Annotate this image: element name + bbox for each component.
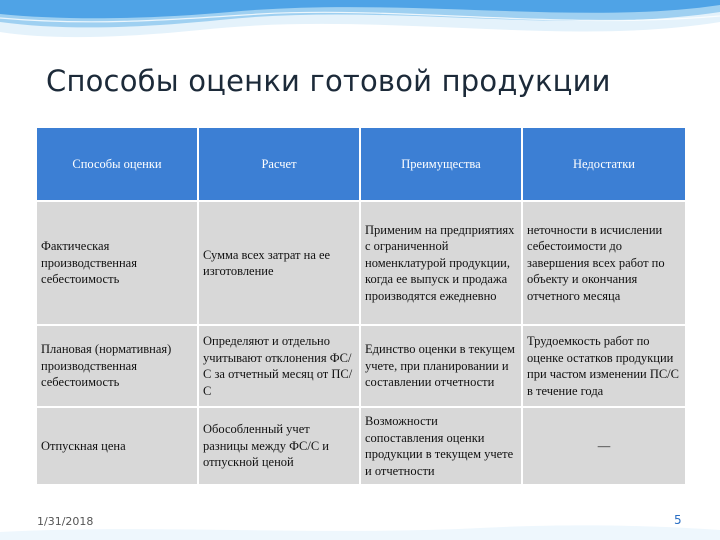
table-row	[37, 326, 685, 406]
cell-advantages: Возможности сопоставления оценки продукции в текущем учете и отчетности	[361, 408, 521, 484]
valuation-methods-table	[35, 126, 687, 486]
table-header-row	[37, 128, 685, 200]
cell-method: Фактическая производственная себестоимость	[37, 202, 197, 324]
cell-disadvantages: Трудоемкость работ по оценке остатков продукции при частом изменении ПС/С в течение года	[523, 326, 685, 406]
slide-date: 1/31/2018	[37, 515, 94, 528]
header-advantages: Преимущества	[361, 128, 521, 200]
cell-advantages: Единство оценки в текущем учете, при планировании и составлении отчетности	[361, 326, 521, 406]
header-calculation: Расчет	[199, 128, 359, 200]
cell-disadvantages: —	[523, 408, 685, 484]
cell-advantages: Применим на предприятиях с ограниченной номенклатурой продукции, когда ее выпуск и продажа производятся ежедневно	[361, 202, 521, 324]
header-methods: Способы оценки	[37, 128, 197, 200]
decorative-bottom-wave	[0, 510, 720, 540]
cell-method: Плановая (нормативная) производственная себестоимость	[37, 326, 197, 406]
cell-method: Отпускная цена	[37, 408, 197, 484]
header-disadvantages: Недостатки	[523, 128, 685, 200]
cell-disadvantages: неточности в исчислении себестоимости до завершения всех работ по объекту и окончания отчетного месяца	[523, 202, 685, 324]
cell-calculation: Определяют и отдельно учитывают отклонения ФС/С за отчетный месяц от ПС/С	[199, 326, 359, 406]
table-row	[37, 408, 685, 484]
slide-number: 5	[674, 513, 682, 527]
cell-calculation: Сумма всех затрат на ее изготовление	[199, 202, 359, 324]
table-row	[37, 202, 685, 324]
page-title: Способы оценки готовой продукции	[46, 64, 611, 98]
cell-calculation: Обособленный учет разницы между ФС/С и отпускной ценой	[199, 408, 359, 484]
